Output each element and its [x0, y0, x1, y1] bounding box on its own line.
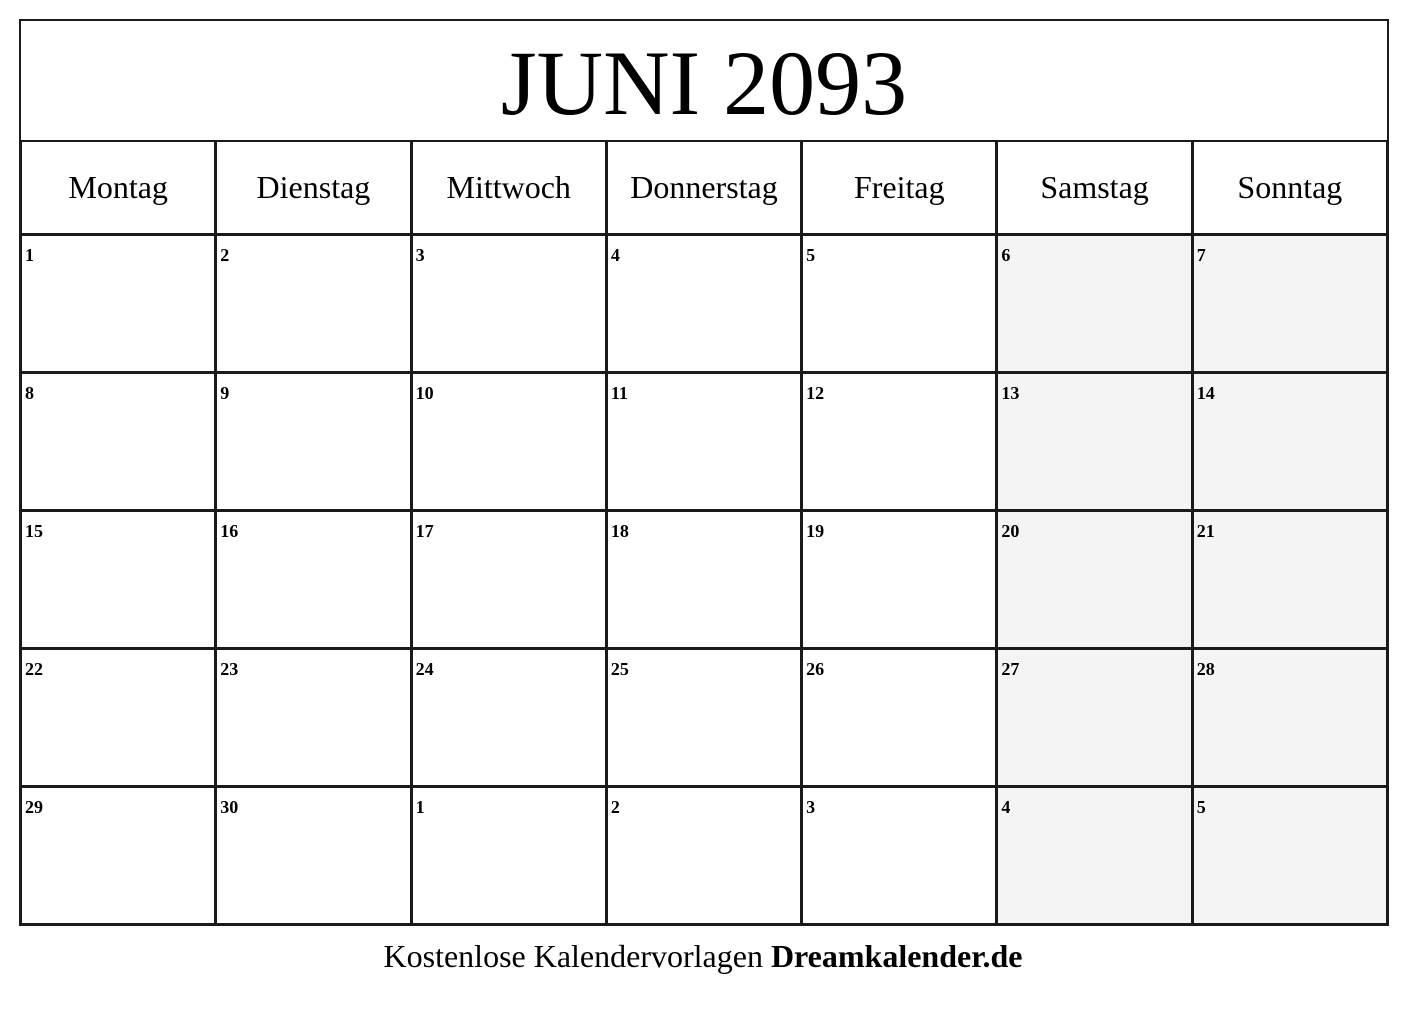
day-cell: [21, 786, 216, 924]
day-number: 7: [1196, 244, 1206, 265]
day-number: 4: [610, 244, 620, 265]
day-number: 11: [610, 382, 628, 403]
day-number: 4: [1001, 796, 1011, 817]
weekday-header-friday: Freitag: [802, 142, 997, 234]
day-cell: [606, 234, 801, 372]
day-number: 2: [610, 796, 620, 817]
day-cell: [21, 510, 216, 648]
day-cell: [606, 510, 801, 648]
day-number: 24: [415, 658, 434, 679]
weekday-header-wednesday: Mittwoch: [411, 142, 606, 234]
day-cell: [802, 786, 997, 924]
day-cell-weekend: [997, 648, 1192, 786]
day-number: 16: [220, 520, 239, 541]
day-cell: [216, 648, 411, 786]
day-cell: [411, 786, 606, 924]
day-cell: [216, 786, 411, 924]
day-cell: [606, 372, 801, 510]
week-row: [21, 648, 1388, 786]
day-cell: [21, 648, 216, 786]
day-cell-weekend: [1192, 510, 1387, 648]
day-cell-weekend: [1192, 648, 1387, 786]
day-cell: [21, 234, 216, 372]
day-cell: [411, 372, 606, 510]
day-number: 10: [415, 382, 434, 403]
day-number: 27: [1001, 658, 1020, 679]
day-cell-weekend: [1192, 234, 1387, 372]
day-number: 28: [1196, 658, 1215, 679]
calendar-grid: [19, 142, 1389, 926]
footer: [0, 938, 1406, 975]
week-row: [21, 372, 1388, 510]
day-cell: [802, 648, 997, 786]
day-cell: [411, 234, 606, 372]
weekday-header-thursday: Donnerstag: [606, 142, 801, 234]
day-number: 3: [806, 796, 816, 817]
day-number: 8: [25, 382, 34, 403]
day-number: 20: [1001, 520, 1020, 541]
day-number: 5: [806, 244, 816, 265]
week-row: [21, 786, 1388, 924]
day-number: 25: [610, 658, 629, 679]
day-number: 1: [415, 796, 425, 817]
weekday-header-monday: Montag: [21, 142, 216, 234]
day-number: 18: [610, 520, 629, 541]
day-number: 19: [806, 520, 825, 541]
day-cell: [606, 786, 801, 924]
day-cell: [216, 234, 411, 372]
weekday-header-saturday: Samstag: [997, 142, 1192, 234]
day-number: 30: [220, 796, 239, 817]
day-cell: [606, 648, 801, 786]
day-cell-weekend: [1192, 786, 1387, 924]
day-number: 6: [1001, 244, 1011, 265]
weekday-header-sunday: Sonntag: [1192, 142, 1387, 234]
calendar-title-box: [19, 19, 1389, 142]
day-number: 26: [806, 658, 825, 679]
day-cell-weekend: [997, 786, 1192, 924]
day-cell: [216, 372, 411, 510]
footer-text: Kostenlose Kalendervorlagen: [383, 938, 771, 974]
day-number: 21: [1196, 520, 1215, 541]
calendar: [19, 19, 1389, 926]
week-row: [21, 510, 1388, 648]
day-number: 15: [25, 520, 43, 541]
day-cell-weekend: [997, 372, 1192, 510]
day-number: 3: [415, 244, 425, 265]
day-cell: [411, 648, 606, 786]
day-number: 9: [220, 382, 230, 403]
day-cell: [216, 510, 411, 648]
day-number: 23: [220, 658, 239, 679]
day-cell: [802, 234, 997, 372]
day-number: 12: [806, 382, 825, 403]
day-number: 14: [1196, 382, 1215, 403]
weekday-header-tuesday: Dienstag: [216, 142, 411, 234]
day-number: 13: [1001, 382, 1020, 403]
day-cell-weekend: [1192, 372, 1387, 510]
day-cell: [802, 372, 997, 510]
day-number: 17: [415, 520, 434, 541]
day-cell-weekend: [997, 234, 1192, 372]
day-number: 2: [220, 244, 230, 265]
day-number: 5: [1196, 796, 1206, 817]
weekday-header-row: [21, 142, 1388, 234]
day-number: 22: [25, 658, 43, 679]
day-cell: [802, 510, 997, 648]
footer-brand-link[interactable]: Dreamkalender.de: [770, 938, 1023, 974]
day-cell: [21, 372, 216, 510]
day-cell-weekend: [997, 510, 1192, 648]
day-cell: [411, 510, 606, 648]
week-row: [21, 234, 1388, 372]
day-number: 29: [25, 796, 43, 817]
calendar-title: JUNI 2093: [500, 31, 908, 134]
day-number: 1: [25, 244, 34, 265]
